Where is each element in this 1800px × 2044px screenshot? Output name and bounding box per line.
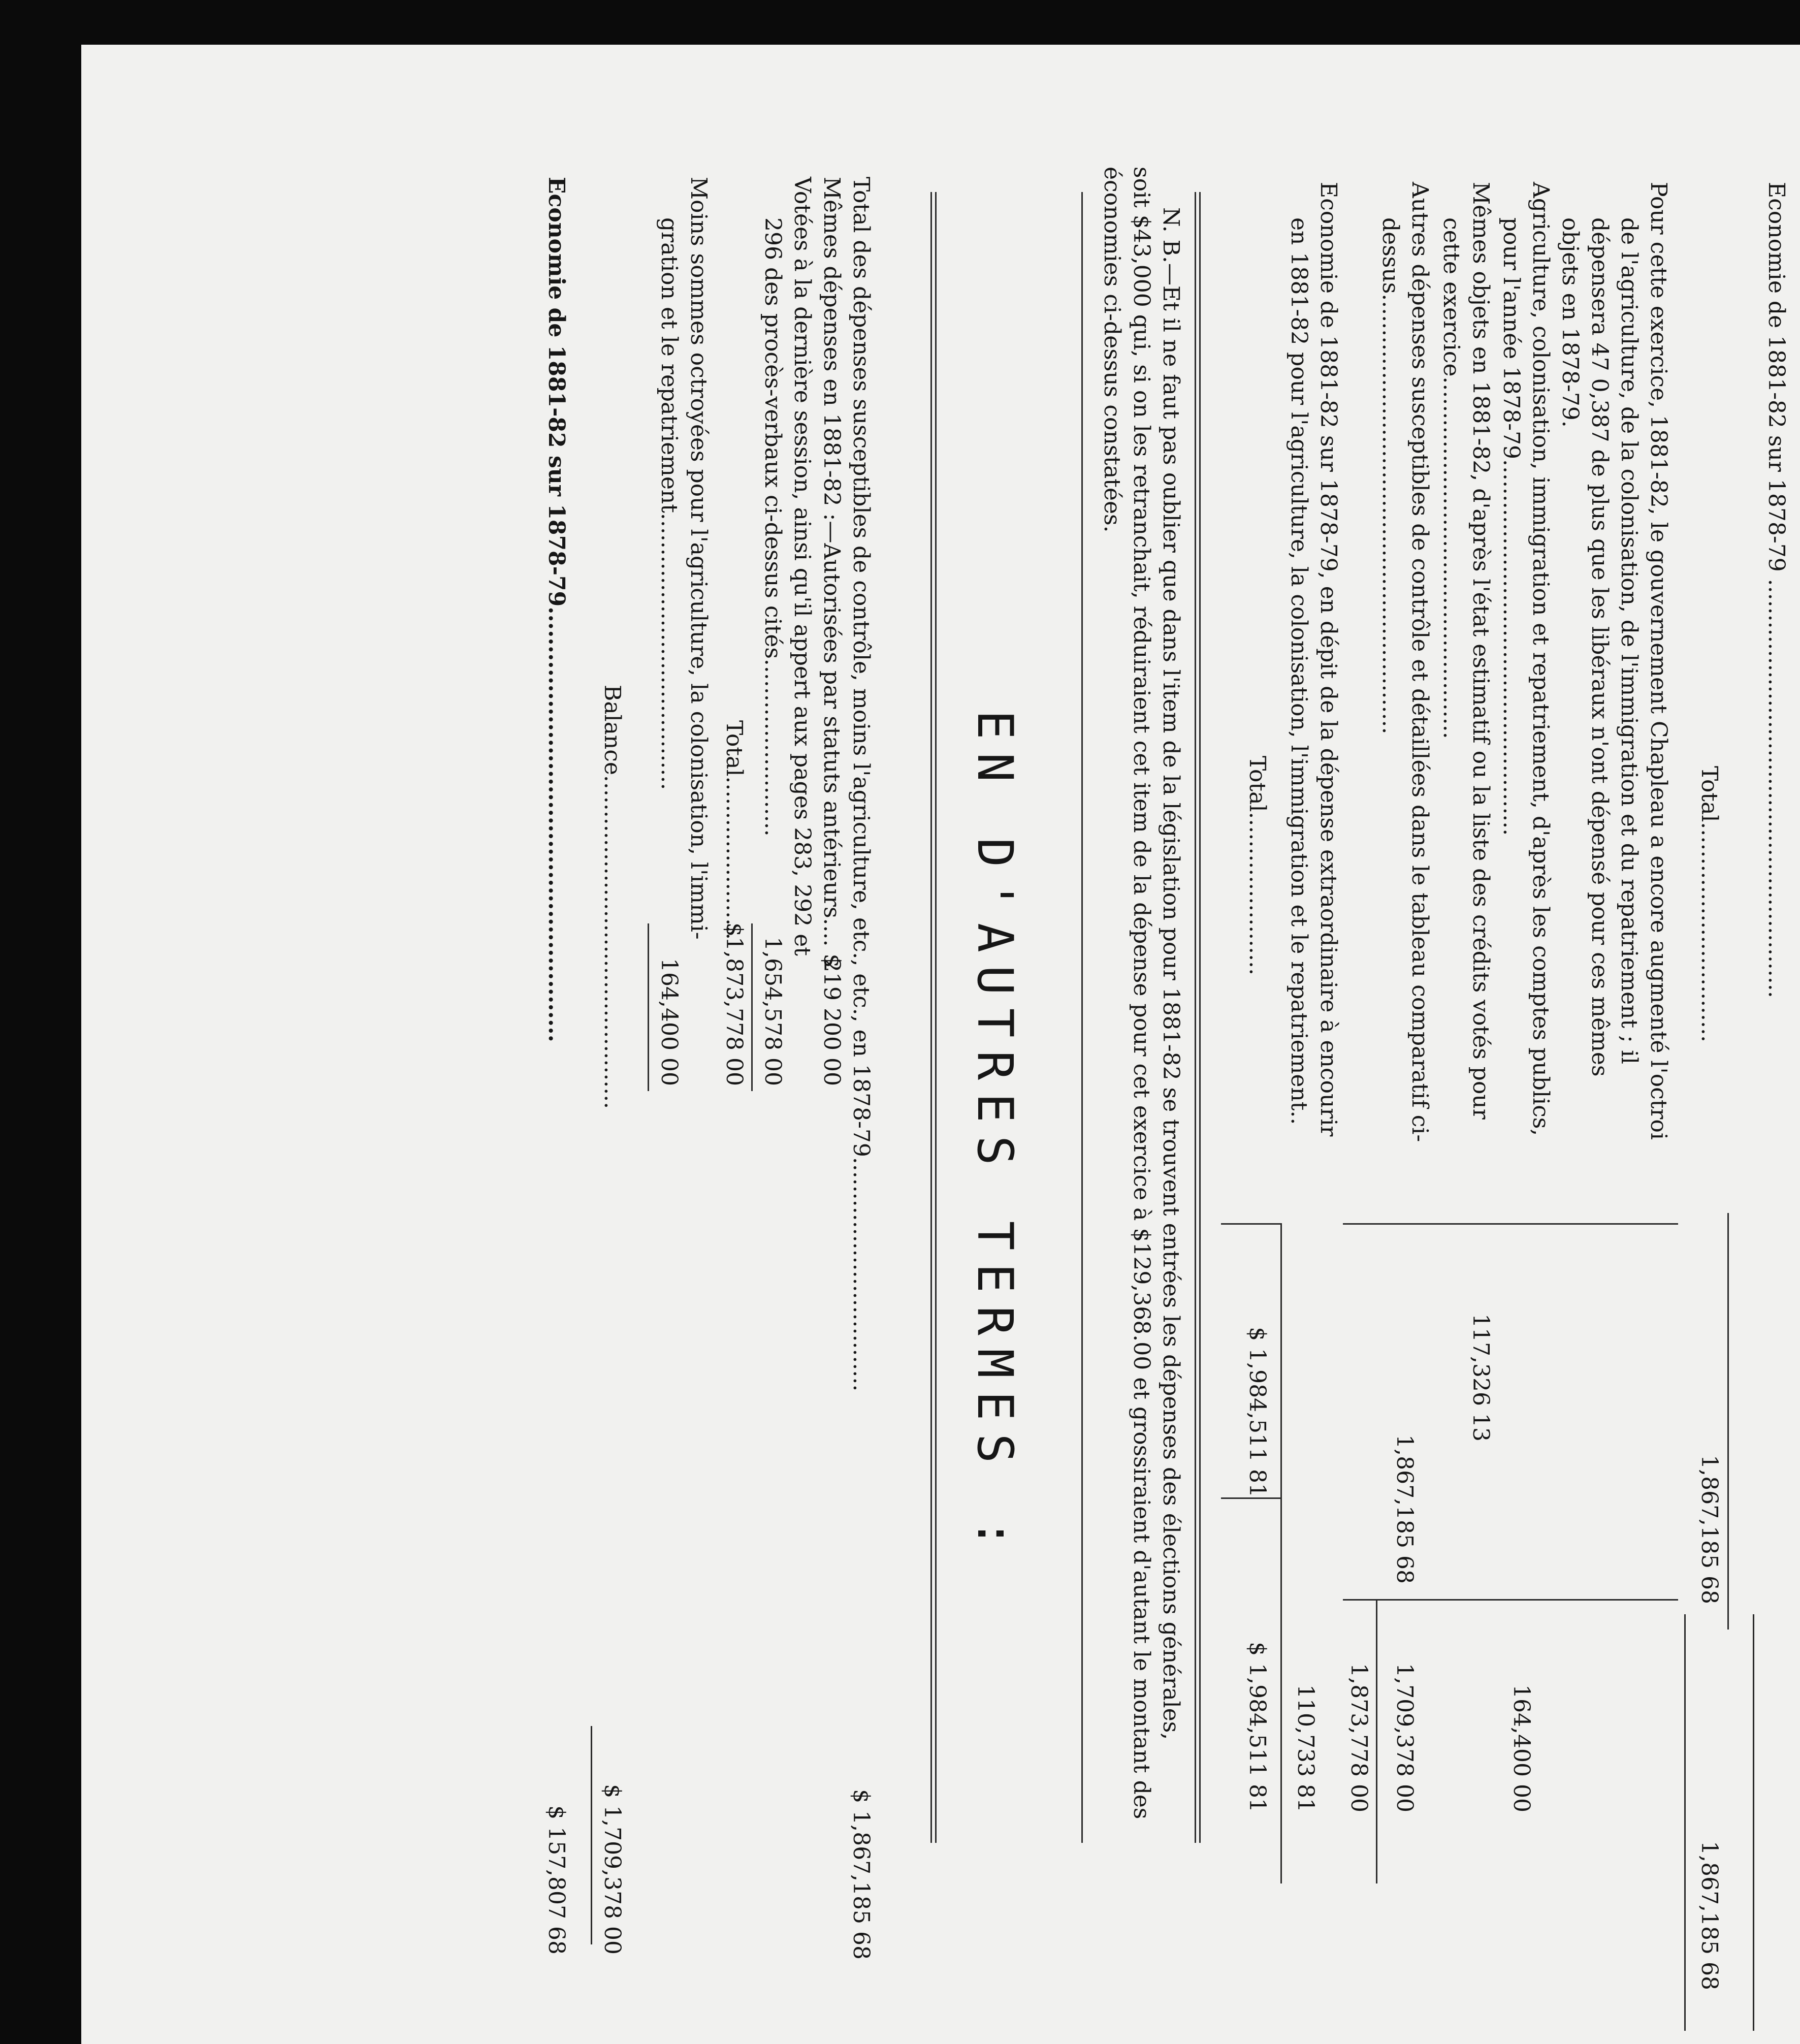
balance-value: $ 1,709,378 00 — [599, 1784, 625, 1955]
total-depenses-value: $ 1,867,185 68 — [848, 1789, 874, 1960]
economie-final-value: $ 157,807 68 — [543, 1805, 569, 1955]
rule — [1081, 192, 1083, 1843]
paragraph-line: dépensera 47 0,387 de plus que les libéraux n'ont dépensé pour ces mêmes — [1587, 217, 1613, 1077]
total2-label: Total....................... — [1244, 756, 1270, 976]
paragraph-line: Pour cette exercice, 1881-82, le gouvernement Chapleau a encore augmenté l'octroi — [1646, 182, 1672, 1140]
agriculture-value: 164,400 00 — [1508, 1684, 1534, 1812]
rule — [751, 923, 753, 1091]
economie-right-value: 110,733 81 — [1293, 1684, 1319, 1812]
paragraph-line: objets en 1878-79. — [1557, 217, 1583, 428]
rotated-page-content — [81, 45, 1800, 2044]
economie-line: Economie de 1881-82 sur 1878-79, en dépit de la dépense extraordinaire à encourir — [1315, 182, 1341, 1137]
section-heading: EN D'AUTRES TERMES : — [967, 710, 1023, 1561]
rule — [591, 1726, 592, 1944]
memes-depenses-line: Mêmes dépenses en 1881-82 :—Autorisées par statuts antérieurs.... $ — [819, 177, 845, 968]
votees-line: 296 des procès-verbaux ci-dessus cités......................... — [760, 217, 786, 837]
note-line: soit $43,000 qui, si on les retranchait, réduiraient cet item de la dépense pour cet exercice à $129,368.00 et grossiraient d'autant le montant des — [1129, 167, 1154, 1819]
autres-depenses-line: Autres dépenses susceptibles de contrôle et détaillées dans le tableau comparatif ci- — [1407, 182, 1433, 1142]
moins-sommes-value: 164,400 00 — [656, 958, 682, 1086]
autres-depenses-right-value: 1,709,378 00 — [1392, 1663, 1418, 1812]
total2-mid-value: $ 1,984,511 81 — [1244, 1327, 1270, 1497]
total-label: Total............................... — [1696, 766, 1722, 1042]
column-rule — [1221, 1223, 1282, 1225]
total-value: 1,867,185 68 — [1696, 1455, 1722, 1604]
memes-objets-value: 117,326 13 — [1468, 1314, 1494, 1442]
memes-depenses-value: 219 200 00 — [819, 958, 845, 1086]
total-right-value: 1,867,185 68 — [1696, 1841, 1722, 1990]
rule — [1753, 1614, 1754, 2031]
double-rule — [930, 192, 937, 1843]
rule — [1727, 1213, 1729, 1630]
column-sum-value: 1,873,778 00 — [1346, 1663, 1372, 1812]
memes-objets-line: cette exercice................................................... — [1438, 217, 1464, 739]
column-rule — [1343, 1599, 1678, 1601]
balance-label: Balance............................................... — [599, 685, 625, 1109]
economie-header-line: Economie de 1881-82 sur 1878-79 ........................................................... — [1763, 182, 1789, 998]
column-rule — [1221, 1497, 1282, 1499]
agriculture-line: Agriculture, colonisation, immigration et repatriement, d'après les comptes publics, — [1528, 182, 1554, 1136]
total-depenses-line: Total des dépenses susceptibles de contrôle, moins l'agriculture, etc., etc., en 1878-79................................. — [848, 177, 874, 1392]
moins-sommes-line: Moins sommes octroyées pour l'agriculture, la colonisation, l'immi- — [686, 177, 712, 940]
economie-line: en 1881-82 pour l'agriculture, la colonisation, l'immigration et le repatriement.. — [1286, 217, 1312, 1125]
votees-value: 1,654,578 00 — [760, 937, 786, 1086]
note-line: économies ci-dessus constatées. — [1099, 167, 1125, 533]
double-rule — [1195, 192, 1201, 1843]
rule — [648, 923, 649, 1091]
rule — [1280, 1223, 1282, 1883]
autres-depenses-line: dessus.............................................................. — [1377, 217, 1403, 734]
paragraph-line: de l'agriculture, de la colonisation, de l'immigration et du repatriement ; il — [1616, 217, 1642, 1065]
economie-final-label: Economie de 1881-82 sur 1878-79........................................................ — [543, 177, 569, 1042]
bottom-total-label: Total....................... — [721, 720, 747, 940]
autres-depenses-value: 1,867,185 68 — [1392, 1434, 1418, 1584]
rule — [1376, 1599, 1377, 1883]
rule — [1684, 1614, 1686, 2031]
agriculture-line: pour l'année 1878-79..................................................... — [1498, 217, 1524, 836]
votees-line: Votées à la dernière session, ainsi qu'il appert aux pages 283, 292 et — [789, 177, 815, 956]
column-rule — [1343, 1223, 1678, 1225]
note-line: N. B.—Et il ne faut pas oublier que dans l'item de la législation pour 1881-82 se trouvent entrées les dépenses des élections générales, — [1158, 207, 1184, 1740]
scanned-page — [81, 45, 1800, 2044]
moins-sommes-line: gration et le repatriement....................................... — [656, 217, 682, 790]
memes-objets-line: Mêmes objets en 1881-82, d'après l'état estimatif ou la liste des crédits votés pour — [1468, 182, 1494, 1120]
total2-right-value: $ 1,984,511 81 — [1244, 1642, 1270, 1812]
bottom-total-value: $1,873,778 00 — [721, 922, 747, 1086]
